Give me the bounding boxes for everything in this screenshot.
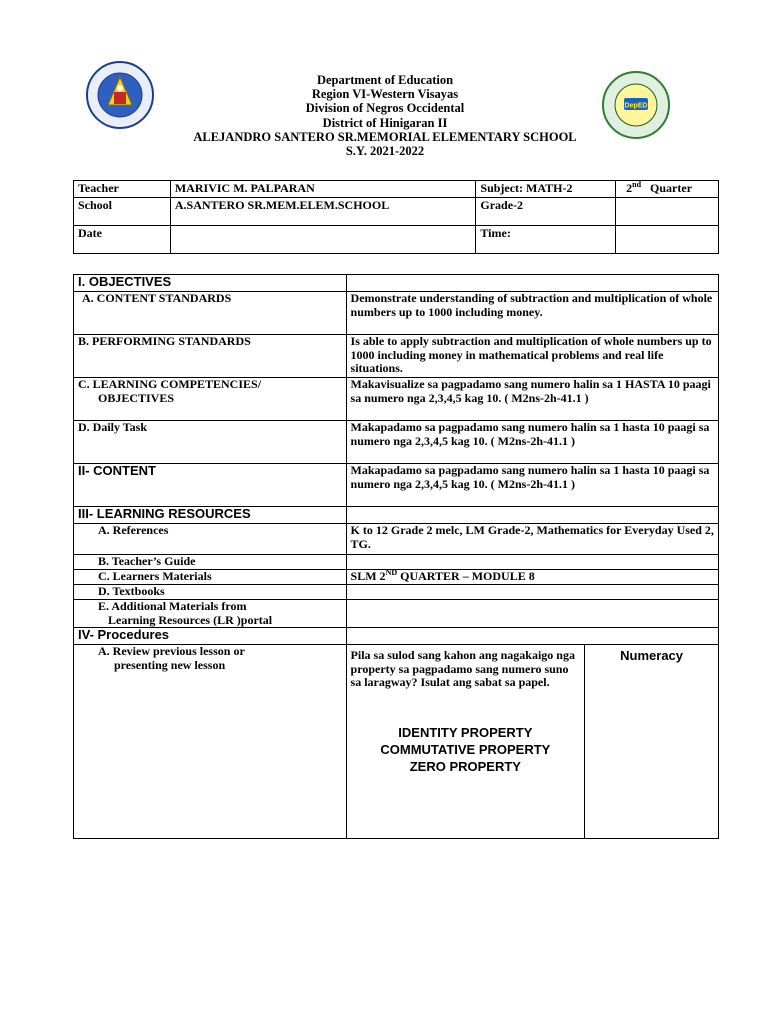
competencies-label-line2: OBJECTIVES	[98, 390, 175, 405]
additional-materials-line1: E. Additional Materials from	[98, 599, 247, 613]
additional-materials-line2: Learning Resources (LR )portal	[108, 612, 273, 627]
performing-standards-text: Is able to apply subtraction and multiplication of whole numbers up to 1000 including money in mathematical problems and real life situations.	[346, 335, 718, 378]
identity-property: IDENTITY PROPERTY	[398, 724, 533, 740]
time-label: Time:	[476, 225, 616, 253]
header-school: ALEJANDRO SANTERO SR.MEMORIAL ELEMENTARY SCHOOL	[193, 129, 577, 144]
review-lesson-line2: presenting new lesson	[114, 657, 226, 672]
review-lesson-label	[74, 645, 347, 839]
objectives-blank	[346, 275, 718, 292]
lesson-plan-table	[73, 274, 719, 839]
time-value	[616, 225, 719, 253]
subject-cell: Subject: MATH-2	[476, 181, 616, 198]
procedures-heading: IV- Procedures	[74, 628, 347, 645]
blank-cell	[616, 197, 719, 225]
teachers-guide-blank	[346, 555, 718, 570]
info-table	[73, 180, 719, 254]
learners-materials-text	[346, 570, 718, 585]
learners-materials-label: C. Learners Materials	[74, 570, 347, 585]
learners-materials-post: QUARTER – MODULE 8	[397, 569, 535, 583]
header-division: Division of Negros Occidental	[305, 101, 465, 116]
header-school-year: S.Y. 2021-2022	[345, 144, 425, 159]
resources-blank	[346, 507, 718, 524]
numeracy-cell: Numeracy	[585, 645, 719, 839]
quarter-number: 2	[626, 181, 633, 195]
date-value	[170, 225, 476, 253]
procedures-blank	[346, 628, 718, 645]
additional-materials-label	[74, 600, 347, 628]
objectives-heading: I. OBJECTIVES	[74, 275, 347, 292]
learning-resources-heading: III- LEARNING RESOURCES	[74, 507, 347, 524]
content-standards-text: Demonstrate understanding of subtraction and multiplication of whole numbers up to 1000 including money.	[346, 292, 718, 335]
teachers-guide-label: B. Teacher’s Guide	[74, 555, 347, 570]
references-label: A. References	[74, 524, 347, 555]
competencies-label-line1: C. LEARNING COMPETENCIES/	[78, 377, 262, 391]
quarter-suffix: nd	[632, 180, 642, 189]
header-district: District of Hinigaran II	[322, 115, 448, 130]
date-label: Date	[74, 225, 171, 253]
teacher-label: Teacher	[74, 181, 171, 198]
textbooks-blank	[346, 585, 718, 600]
review-lesson-content	[346, 645, 585, 839]
school-value: A.SANTERO SR.MEM.ELEM.SCHOOL	[170, 197, 476, 225]
additional-materials-blank	[346, 600, 718, 628]
competencies-text: Makavisualize sa pagpadamo sang numero halin sa 1 HASTA 10 paagi sa numero nga 2,3,4,5 kag 10. ( M2ns-2h-41.1 )	[346, 378, 718, 421]
daily-task-text: Makapadamo sa pagpadamo sang numero halin sa 1 hasta 10 paagi sa numero nga 2,3,4,5 kag 10. ( M2ns-2h-41.1 )	[346, 421, 718, 464]
quarter-cell	[616, 181, 719, 198]
commutative-property: COMMUTATIVE PROPERTY	[380, 741, 551, 757]
document-header	[150, 73, 620, 158]
daily-task-label: D. Daily Task	[74, 421, 347, 464]
grade-cell: Grade-2	[476, 197, 616, 225]
properties-list	[351, 724, 581, 775]
content-text: Makapadamo sa pagpadamo sang numero halin sa 1 hasta 10 paagi sa numero nga 2,3,4,5 kag 10. ( M2ns-2h-41.1 )	[346, 464, 718, 507]
competencies-label	[74, 378, 347, 421]
learners-materials-pre: SLM 2	[350, 569, 386, 583]
review-question-text: Pila sa sulod sang kahon ang nagakaigo nga property sa pagpadamo sang numero suno sa laragway? Isulat ang sabat sa papel.	[350, 648, 575, 689]
textbooks-label: D. Textbooks	[74, 585, 347, 600]
quarter-word: Quarter	[650, 181, 693, 195]
school-label: School	[74, 197, 171, 225]
teacher-value: MARIVIC M. PALPARAN	[170, 181, 476, 198]
references-text: K to 12 Grade 2 melc, LM Grade-2, Mathematics for Everyday Used 2, TG.	[346, 524, 718, 555]
performing-standards-label: B. PERFORMING STANDARDS	[74, 335, 347, 378]
header-department: Department of Education	[316, 73, 454, 87]
division-seal-center-text: DepED	[624, 102, 648, 110]
learners-materials-sup: ND	[385, 568, 398, 577]
content-standards-label: A. CONTENT STANDARDS	[74, 292, 347, 335]
review-lesson-line1: A. Review previous lesson or	[98, 644, 245, 658]
content-heading: II- CONTENT	[74, 464, 347, 507]
header-region: Region VI-Western Visayas	[311, 87, 459, 102]
zero-property: ZERO PROPERTY	[409, 758, 521, 774]
